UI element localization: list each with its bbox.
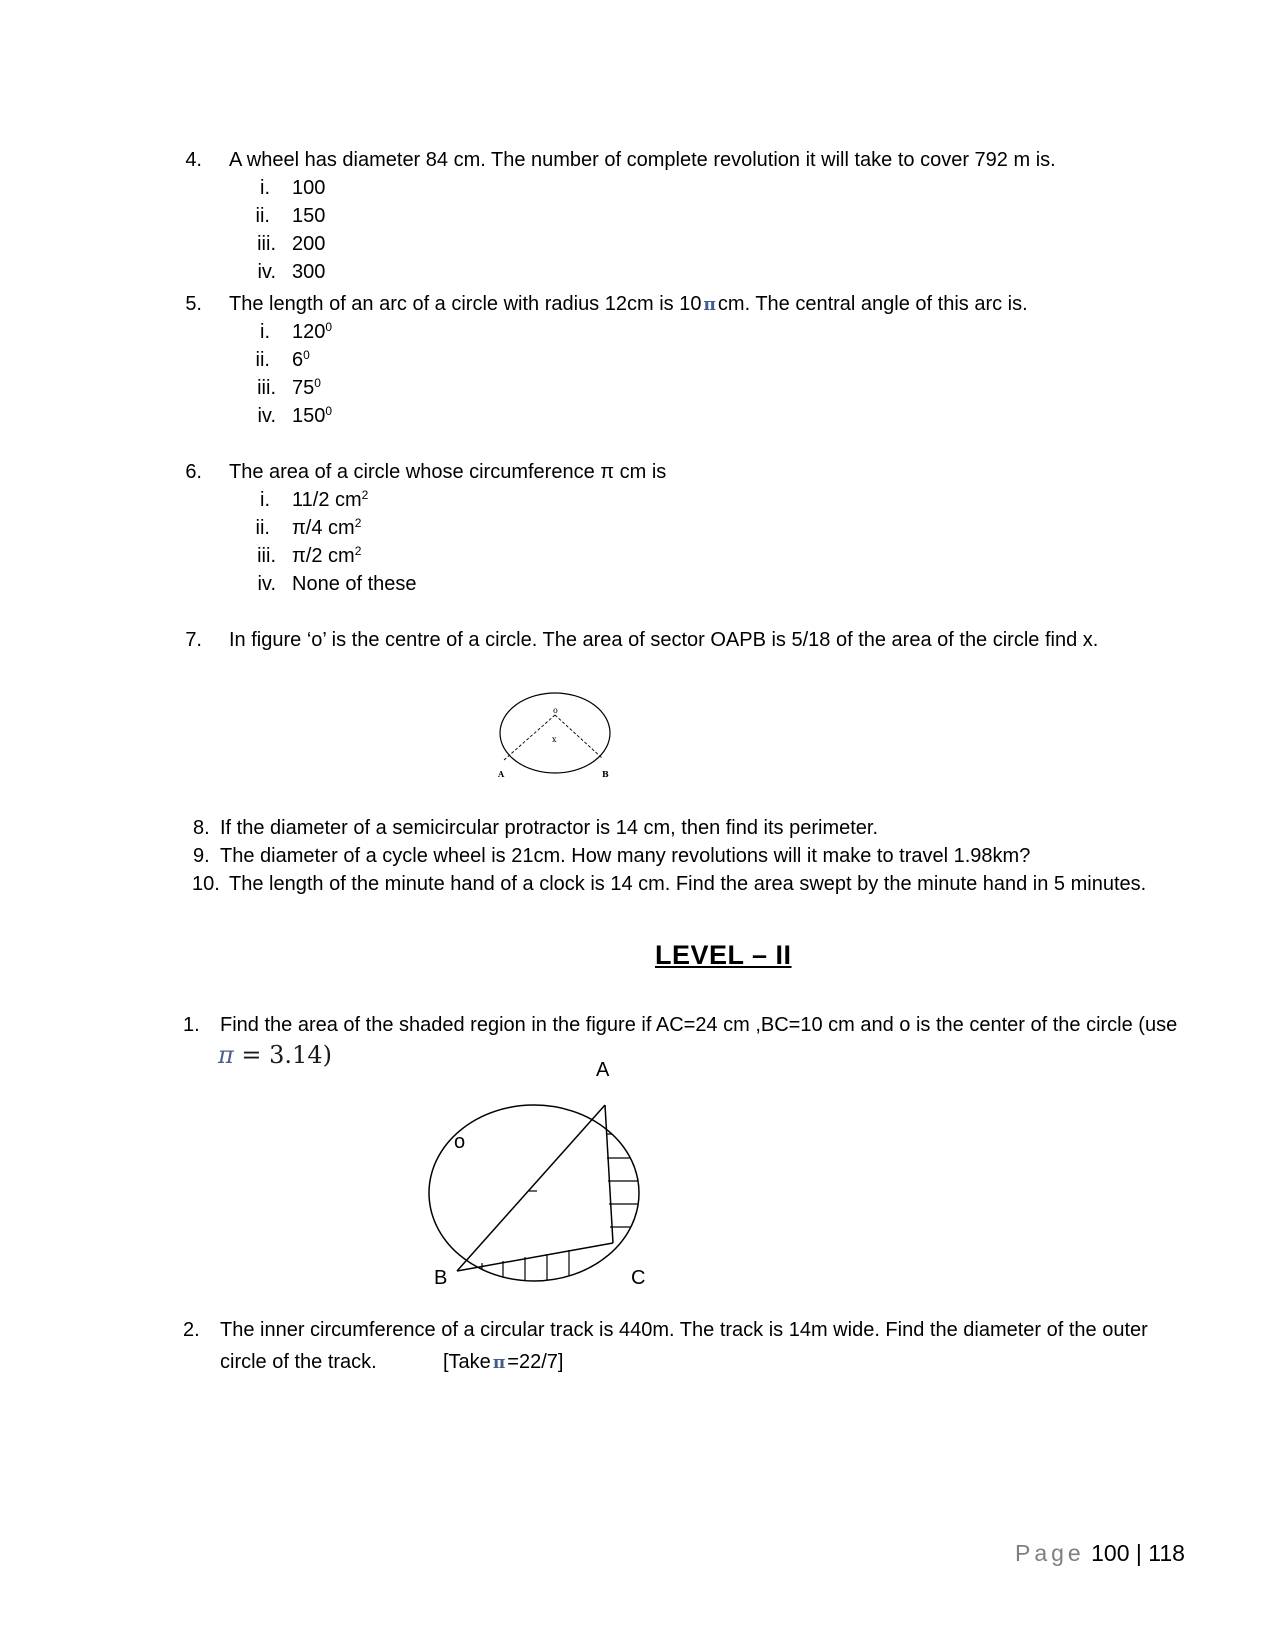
page-number: 100 [1091,1540,1130,1566]
point-b-label: B [434,1267,448,1289]
radius-ob [555,715,602,758]
question-number: 8. [193,817,210,839]
question-number: 9. [193,845,210,867]
point-a-label: A [498,769,505,779]
question-text: The inner circumference of a circular track is 440m. The track is 14m wide. Find the diameter of the outer [220,1319,1148,1341]
option-number: ii. [255,517,270,539]
take-pi-note: [Take π =22/7] [443,1351,564,1373]
shaded-region-bottom [482,1250,569,1295]
angle-label: x [552,735,557,744]
option-text: 300 [292,261,326,283]
option-number: iv. [257,261,276,283]
pi-symbol: π [218,1041,234,1069]
question-text: The area of a circle whose circumference π cm is [229,461,667,483]
option-text: π/4 $cm^2$ [292,516,362,539]
center-label: o [454,1131,466,1153]
question-text: In figure ‘o’ is the centre of a circle. The area of sector OAPB is 5/18 of the area of the circle find x. [229,629,1099,651]
question-text: Find the area of the shaded region in the figure if AC=24 cm ,BC=10 cm and o is the center of the circle (use [220,1014,1178,1036]
question-number: 4. [185,149,202,171]
option-text: $120^0$ [292,320,333,343]
option-number: iii. [257,233,276,255]
page-footer [1015,1540,1185,1567]
point-b-label: B [602,769,609,779]
point-a-label: A [596,1059,610,1081]
radius-oa [504,715,555,760]
question-text: The diameter of a cycle wheel is 21cm. How many revolutions will it make to travel 1.98km? [220,845,1031,867]
option-number: i. [260,321,270,343]
question-number: 5. [185,293,202,315]
option-number: iv. [257,573,276,595]
option-number: ii. [255,205,270,227]
option-number: ii. [255,349,270,371]
question-text: A wheel has diameter 84 cm. The number of complete revolution it will take to cover 792 m is. [229,149,1056,171]
pi-value-image [218,1041,332,1069]
center-label: o [553,706,558,715]
option-text: 200 [292,233,326,255]
page-separator: | [1135,1540,1142,1566]
question-text-line2: circle of the track. [220,1351,377,1373]
pi-symbol-image: π [492,1353,506,1373]
option-text: None of these [292,573,417,595]
question-text-part: The length of an arc of a circle with radius 12cm is 10 [229,293,702,315]
option-text: 150 [292,205,326,227]
question-text [229,292,1028,317]
option-number: i. [260,489,270,511]
question-text-part: cm. The central angle of this arc is. [717,293,1028,315]
side-bc [457,1243,613,1271]
total-pages: 118 [1148,1540,1185,1566]
question-number: 1. [183,1014,200,1036]
side-ab [457,1105,605,1271]
circle-outline [500,693,610,773]
pi-symbol-image: π [703,295,716,315]
option-number: iii. [257,545,276,567]
option-text: $6^0$ [292,348,310,371]
option-text: 11/2 $cm^2$ [292,488,369,511]
triangle-circle-figure [425,1095,660,1295]
question-number: 6. [185,461,202,483]
page-word: Page [1015,1540,1085,1566]
option-text: $150^0$ [292,404,333,427]
question-number: 10. [192,873,220,895]
question-number: 2. [183,1319,200,1341]
level-heading: LEVEL – II [655,940,792,970]
question-text: The length of the minute hand of a clock is 14 cm. Find the area swept by the minute hand in 5 minutes. [229,873,1147,895]
sector-figure [490,685,620,785]
option-text: $75^0$ [292,376,321,399]
option-number: iv. [257,405,276,427]
point-c-label: C [631,1267,646,1289]
question-number: 7. [185,629,202,651]
option-number: i. [260,177,270,199]
option-text: π/2 $cm^2$ [292,544,362,567]
option-text: 100 [292,177,326,199]
pi-value: = 3.14) [233,1041,332,1069]
question-text: If the diameter of a semicircular protractor is 14 cm, then find its perimeter. [220,817,879,839]
option-number: iii. [257,377,276,399]
shaded-region-right [606,1134,660,1227]
side-ac [605,1105,613,1243]
